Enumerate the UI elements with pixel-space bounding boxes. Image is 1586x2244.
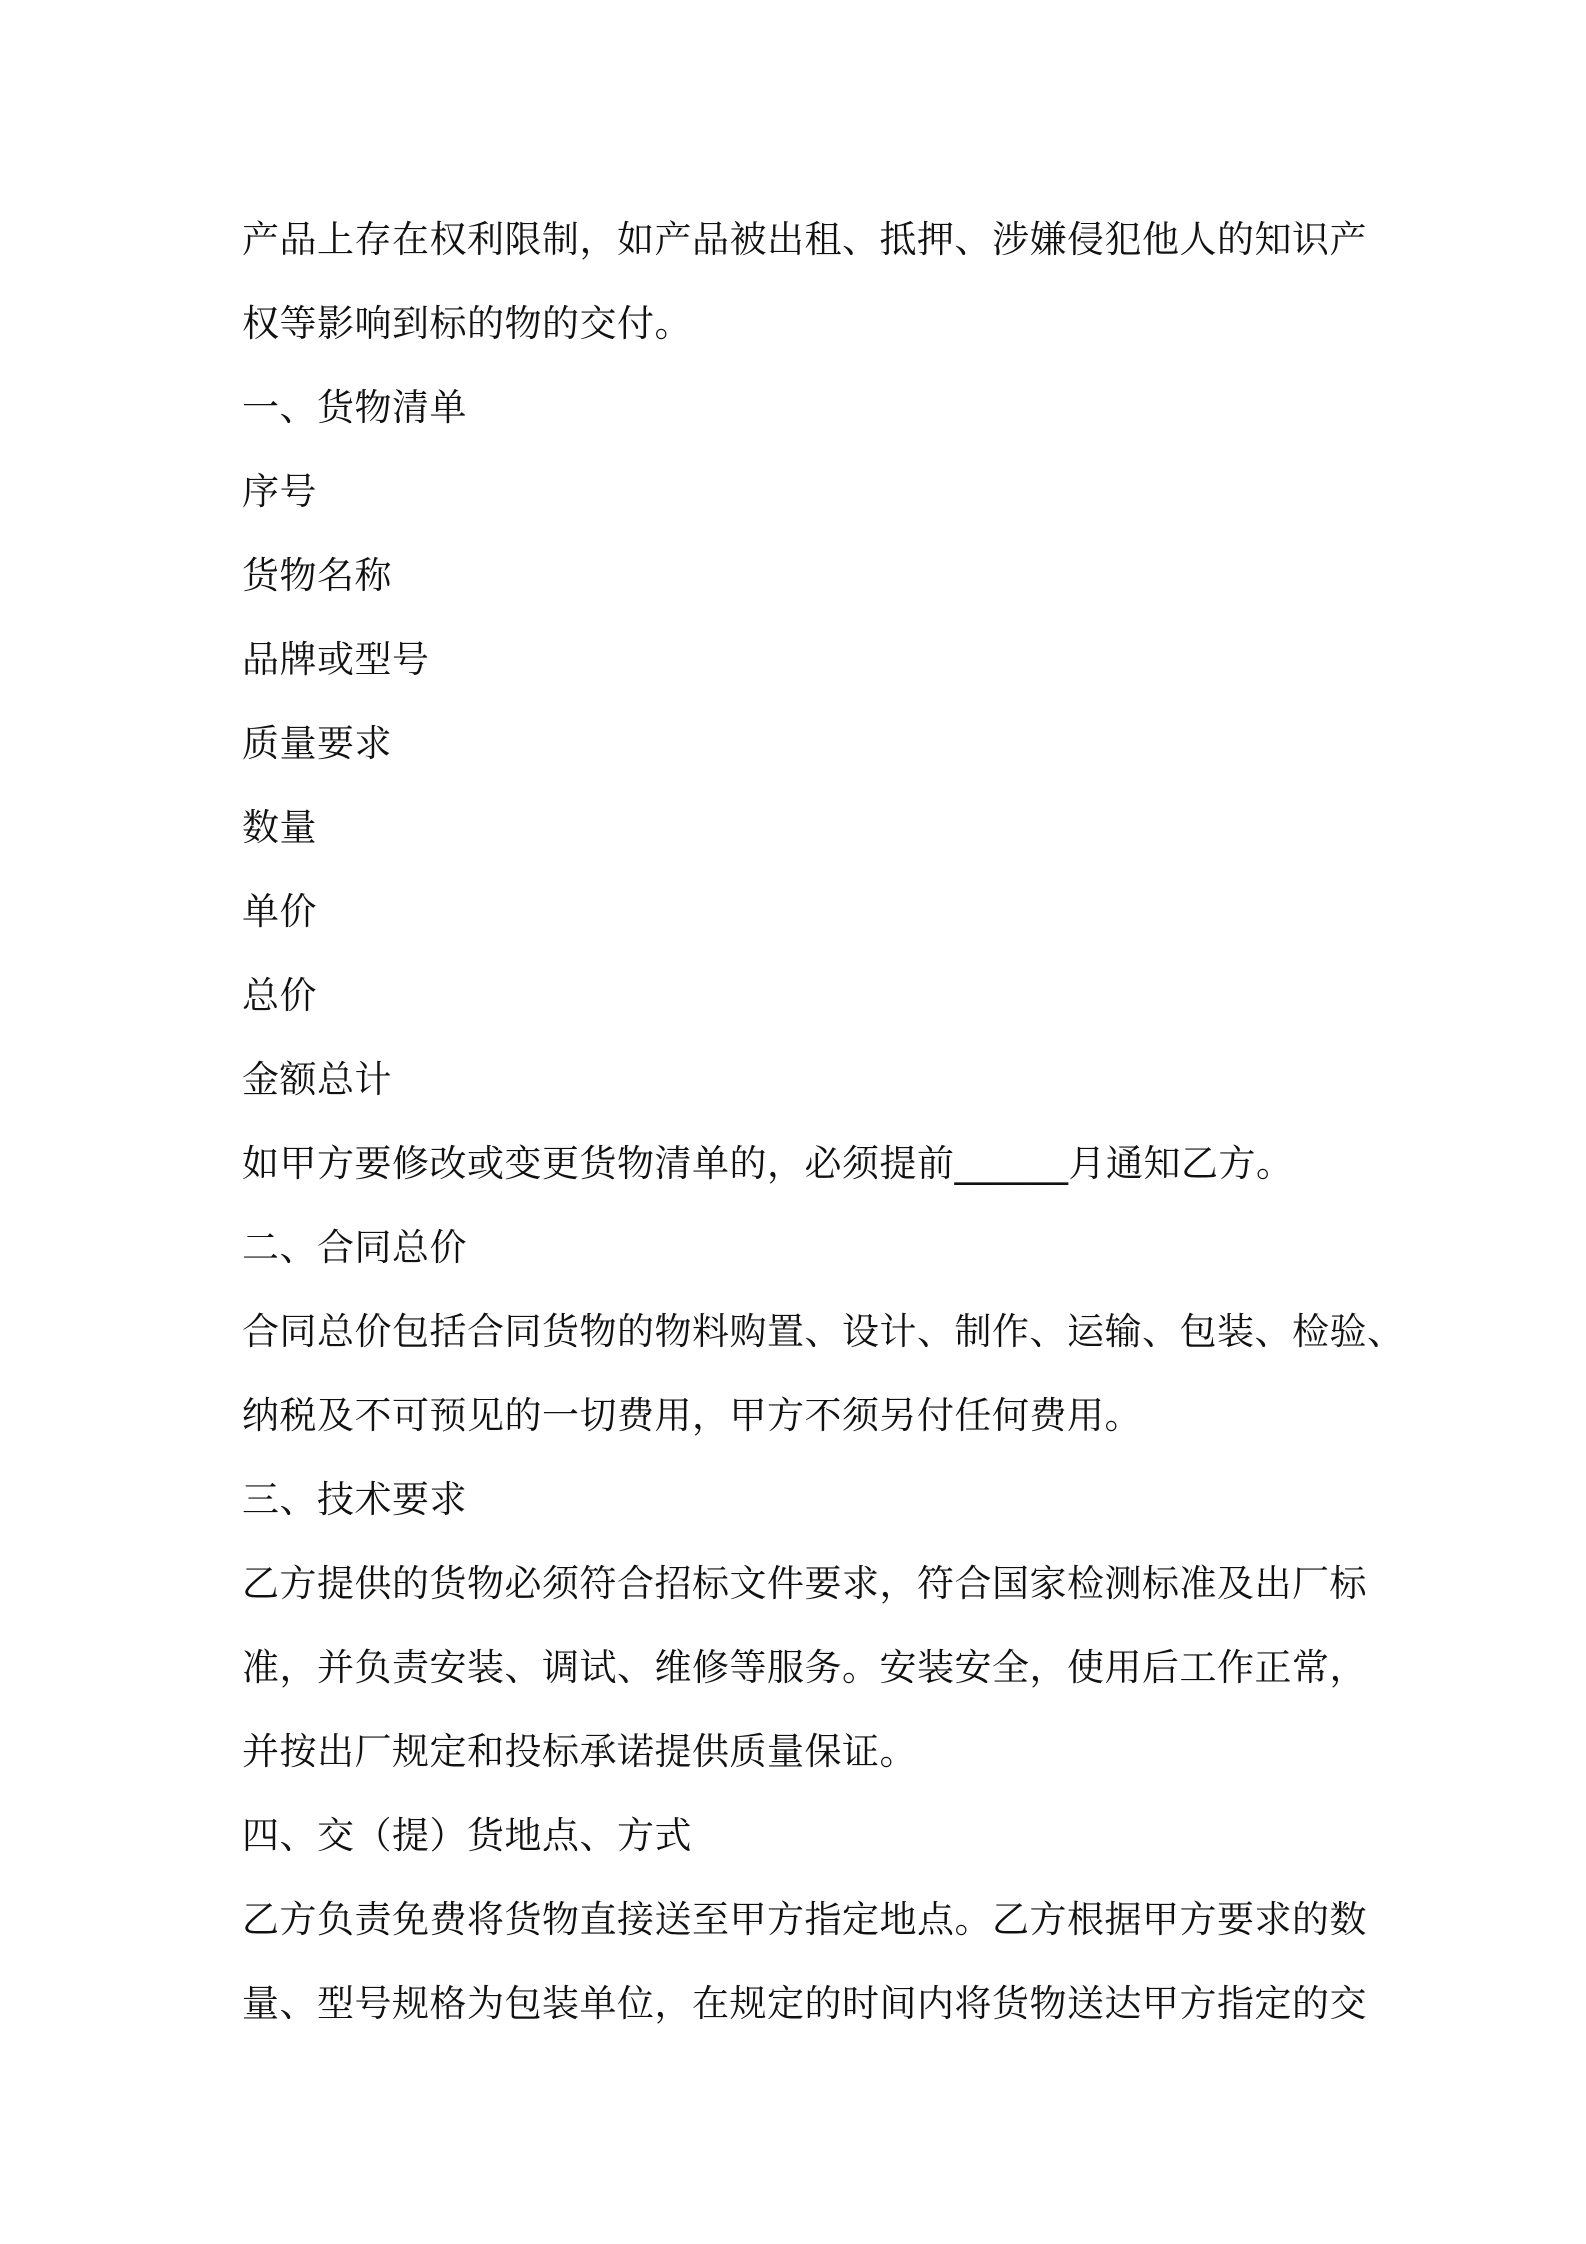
text-line: 合同总价包括合同货物的物料购置、设计、制作、运输、包装、检验、 — [242, 1310, 1405, 1353]
text-line: 乙方负责免费将货物直接送至甲方指定地点。乙方根据甲方要求的数 — [242, 1898, 1367, 1941]
list-item: 质量要求 — [242, 722, 392, 765]
text-line: 纳税及不可预见的一切费用，甲方不须另付任何费用。 — [242, 1394, 1142, 1437]
list-item: 货物名称 — [242, 554, 392, 597]
list-item: 总价 — [242, 974, 317, 1017]
text-line: 准，并负责安装、调试、维修等服务。安装安全，使用后工作正常， — [242, 1646, 1367, 1689]
section-heading-delivery: 四、交（提）货地点、方式 — [242, 1814, 692, 1857]
list-item: 单价 — [242, 890, 317, 933]
list-item: 金额总计 — [242, 1058, 392, 1101]
list-item: 数量 — [242, 806, 317, 849]
section-heading-goods-list: 一、货物清单 — [242, 386, 467, 429]
section-heading-technical-requirements: 三、技术要求 — [242, 1478, 467, 1521]
text-line: 量、型号规格为包装单位，在规定的时间内将货物送达甲方指定的交 — [242, 1982, 1367, 2025]
text-line: 并按出厂规定和投标承诺提供质量保证。 — [242, 1730, 917, 1773]
text-line: 乙方提供的货物必须符合招标文件要求，符合国家检测标准及出厂标 — [242, 1562, 1367, 1605]
text-line: 权等影响到标的物的交付。 — [242, 302, 692, 345]
list-item: 序号 — [242, 470, 317, 513]
section-heading-contract-price: 二、合同总价 — [242, 1226, 467, 1269]
text-line: 如甲方要修改或变更货物清单的，必须提前______月通知乙方。 — [242, 1142, 1294, 1185]
list-item: 品牌或型号 — [242, 638, 430, 681]
document-page — [242, 198, 1405, 2046]
text-line: 产品上存在权利限制，如产品被出租、抵押、涉嫌侵犯他人的知识产 — [242, 218, 1367, 261]
